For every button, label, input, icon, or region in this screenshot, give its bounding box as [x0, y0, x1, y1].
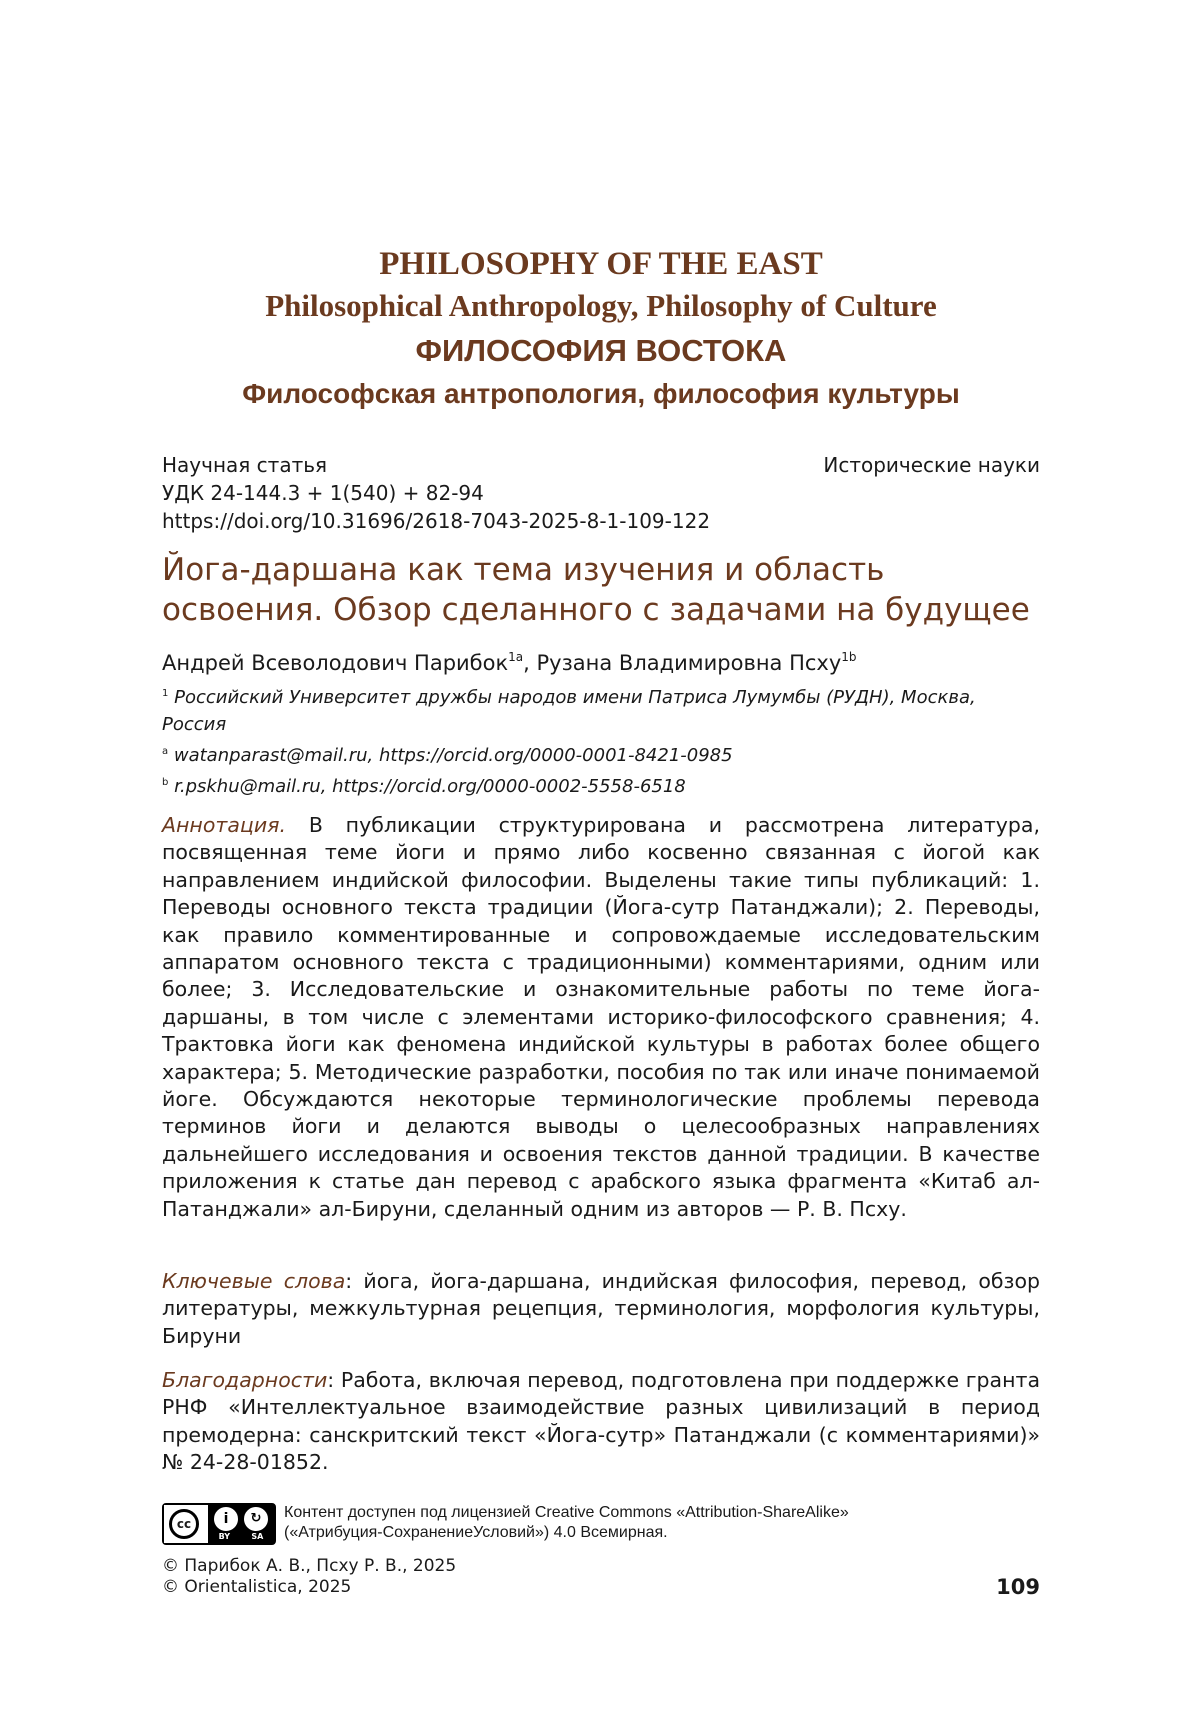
contact-marker: a: [162, 746, 169, 757]
page-number: 109: [996, 1575, 1040, 1599]
copyright-line: © Orientalistica, 2025: [162, 1577, 352, 1597]
udc-code: УДК 24-144.3 + 1(540) + 82-94: [162, 481, 484, 505]
contact-a: [162, 738, 1040, 769]
author-name: Рузана Владимировна Псху: [536, 651, 842, 675]
authors: Андрей Всеволодович Парибок$^{1a}$, Рузана Владимировна Псху$^{1b}$: [162, 650, 857, 675]
contact-b-text[interactable]: r.pskhu@mail.ru, https://orcid.org/0000-0002-5558-6518: [174, 776, 686, 797]
author-name: Андрей Всеволодович Парибок: [162, 651, 509, 675]
article-meta: [162, 451, 1040, 535]
contact-b: [162, 769, 1040, 800]
affiliation-text: Российский Университет дружбы народов имени Патриса Лумумбы (РУДН), Москва, Россия: [162, 687, 976, 735]
cc-icon: cc: [169, 1509, 199, 1539]
section-subtitle-en: Philosophical Anthropology, Philosophy of Culture: [265, 288, 937, 323]
acknowledgements: [162, 1367, 1040, 1477]
acknowledgements-text: : Работа, включая перевод, подготовлена при поддержке гранта РНФ «Интеллектуальное взаимодействие разных цивилизаций в период премодерна: санскритский текст «Йога-сутр» Патанджали (с комментариями)» № 24-28-01852.: [162, 1368, 1040, 1475]
license-line: Контент доступен под лицензией Creative Commons «Attribution-ShareAlike»: [284, 1504, 849, 1521]
article-title: [162, 550, 1040, 630]
article-type: Научная статья: [162, 453, 328, 477]
by-tag: BY: [218, 1532, 231, 1541]
copyright-line: © Парибок А. В., Псху Р. В., 2025: [162, 1556, 457, 1576]
acknowledgements-label: Благодарности: [162, 1368, 328, 1392]
section-headings: [162, 244, 1040, 414]
section-title-ru: ФИЛОСОФИЯ ВОСТОКА: [415, 333, 787, 368]
keywords-text: : йога, йога-даршана, индийская философия, перевод, обзор литературы, межкультурная рецепция, терминология, морфология культуры, Бируни: [162, 1269, 1040, 1348]
author-superscript: 1a: [508, 650, 524, 664]
license-block: [162, 1503, 1040, 1545]
attribution-icon: i: [214, 1507, 238, 1531]
doi-link[interactable]: https://doi.org/10.31696/2618-7043-2025-8-1-109-122: [162, 509, 711, 533]
affiliation: [162, 680, 1040, 738]
section-title-en: PHILOSOPHY OF THE EAST: [379, 246, 823, 282]
author-superscript: 1b: [841, 650, 857, 664]
contact-a-text[interactable]: watanparast@mail.ru, https://orcid.org/0000-0001-8421-0985: [173, 745, 733, 766]
cc-by-sa-badge-icon[interactable]: [162, 1503, 276, 1545]
abstract-text: В публикации структурирована и рассмотрена литература, посвященная теме йоги и прямо либо косвенно связанная с йогой как направлением индийской философии. Выделены такие типы публикаций: 1. Переводы основного текста традиции (Йога-сутр Патанджали); 2. Переводы, как правило комментированные и сопровождаемые исследовательским аппаратом основного текста с традиционными) комментариями, одним или более; 3. Исследовательские и ознакомительные работы по теме йога-даршаны, в том числе с элементами историко-философского сравнения; 4. Трактовка йоги как феномена индийской культуры в работах более общего характера; 5. Методические разработки, пособия по так или иначе понимаемой йоге. Обсуждаются некоторые терминологические проблемы перевода терминов йоги и делаются выводы о целесообразных направлениях дальнейшего исследования и освоения текстов данной традиции. В качестве приложения к статье дан перевод с арабского языка фрагмента «Китаб ал-Патанджали» ал-Бируни, сделанный одним из авторов — Р. В. Псху.: [162, 813, 1040, 1221]
affiliations: [162, 680, 1040, 800]
abstract-label: Аннотация.: [162, 813, 287, 837]
abstract: [162, 812, 1040, 1223]
keywords: [162, 1268, 1040, 1350]
contact-marker: b: [162, 777, 169, 788]
section-subtitle-ru: Философская антропология, философия культуры: [242, 378, 960, 409]
keywords-label: Ключевые слова: [162, 1269, 346, 1293]
license-text: [284, 1503, 849, 1543]
affiliation-marker: 1: [162, 688, 169, 699]
sa-tag: SA: [251, 1532, 264, 1541]
article-field: Исторические науки: [823, 453, 1040, 477]
license-line: («Атрибуция-СохранениеУсловий») 4.0 Всемирная.: [284, 1524, 668, 1541]
article-title-line: Йога-даршана как тема изучения и область: [162, 552, 885, 588]
copyright: [162, 1556, 1040, 1598]
article-title-line: освоения. Обзор сделанного с задачами на будущее: [162, 592, 1030, 628]
share-alike-icon: ↻: [244, 1507, 268, 1531]
